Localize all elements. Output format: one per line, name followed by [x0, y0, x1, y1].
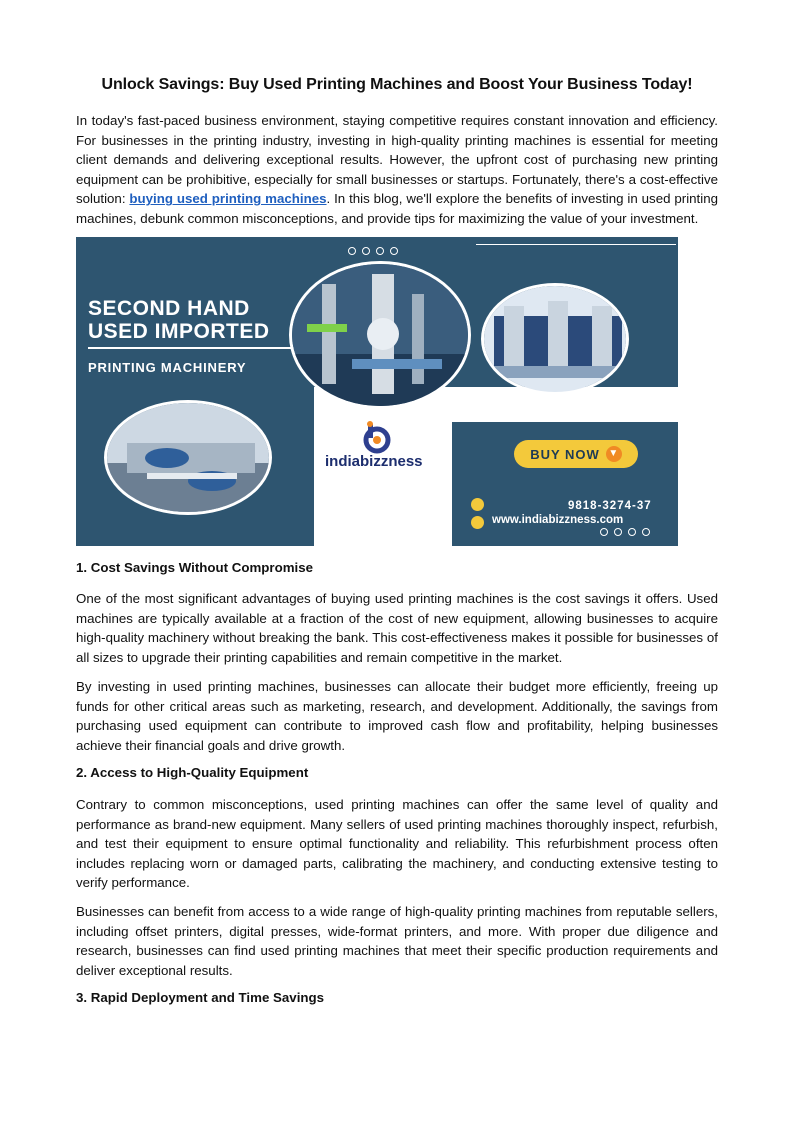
promo-banner [76, 237, 678, 546]
banner-subheadline: PRINTING MACHINERY [88, 360, 247, 375]
intro-text-before: In today's fast-paced business environment, staying competitive requires constant innovation and efficiency. For businesses in the printing industry, investing in high-quality printing machines is essential for meeting client demands and delivering exceptional results. However, the upfront cost of purchasing new printing equipment can be prohibitive, especially for small businesses or startups. Fortunately, there's a cost-effective solution: [76, 113, 718, 207]
intro-paragraph [76, 111, 718, 229]
banner-headline-1: SECOND HAND [88, 297, 250, 320]
section-2-heading: 2. Access to High-Quality Equipment [76, 765, 309, 780]
top-rule-line [476, 244, 676, 245]
banner-headline-2: USED IMPORTED [88, 320, 270, 343]
website-url: www.indiabizzness.com [492, 514, 624, 526]
bottom-dots-decoration [600, 528, 650, 536]
buy-now-label: BUY NOW [530, 446, 600, 462]
brand-logo-icon [360, 421, 394, 455]
section-2-paragraph-1: Contrary to common misconceptions, used printing machines can offer the same level of quality and performance as brand-new equipment. Many sellers of used printing machines thoroughly inspect, refurbish, and test their equipment to ensure optimal functionality and reliability. This refurbishment process often includes replacing worn or damaged parts, calibrating the machinery, and conducting extensive testing to verify performance. [76, 797, 718, 891]
headline-underline [88, 347, 298, 349]
brand-name: indiabizzness [325, 453, 423, 470]
buy-now-button[interactable] [514, 440, 638, 468]
phone-number: 9818-3274-37 [568, 500, 652, 512]
phone-icon [471, 498, 484, 511]
printing-operator-photo [104, 400, 272, 515]
cart-icon: ▼ [606, 446, 622, 462]
intro-text-after: . In this blog, we'll explore the benefits of investing in used printing machines, debunk common misconceptions, and provide tips for maximizing the value of your investment. [76, 191, 718, 226]
page-title: Unlock Savings: Buy Used Printing Machines and Boost Your Business Today! [101, 76, 693, 93]
section-1-paragraph-1: One of the most significant advantages of buying used printing machines is the cost savings it offers. Used machines are typically available at a fraction of the cost of new equipment, allowing businesses to acquire high-quality machinery without breaking the bank. This cost-effectiveness makes it possible for businesses of all sizes to upgrade their printing capabilities and remain competitive in the market. [76, 591, 718, 665]
globe-icon [471, 516, 484, 529]
printing-machine-photo-right [481, 283, 629, 395]
section-1-paragraph-2: By investing in used printing machines, businesses can allocate their budget more efficiently, freeing up funds for other critical areas such as marketing, research, and development. Additionally, the savings from purchasing used equipment can contribute to improved cash flow and profitability, helping businesses achieve their financial goals and drive growth. [76, 679, 718, 753]
section-1-heading: 1. Cost Savings Without Compromise [76, 560, 314, 575]
section-3-heading: 3. Rapid Deployment and Time Savings [76, 990, 325, 1005]
used-printing-machines-link[interactable]: buying used printing machines [129, 191, 327, 207]
section-2-paragraph-2: Businesses can benefit from access to a wide range of high-quality printing machines from reputable sellers, including offset printers, digital presses, wide-format printers, and more. With proper due diligence and research, businesses can find used printing machines that meet their specific production requirements and deliver exceptional results. [76, 904, 718, 978]
top-dots-decoration [348, 247, 398, 255]
printing-machine-photo-center [289, 261, 471, 409]
